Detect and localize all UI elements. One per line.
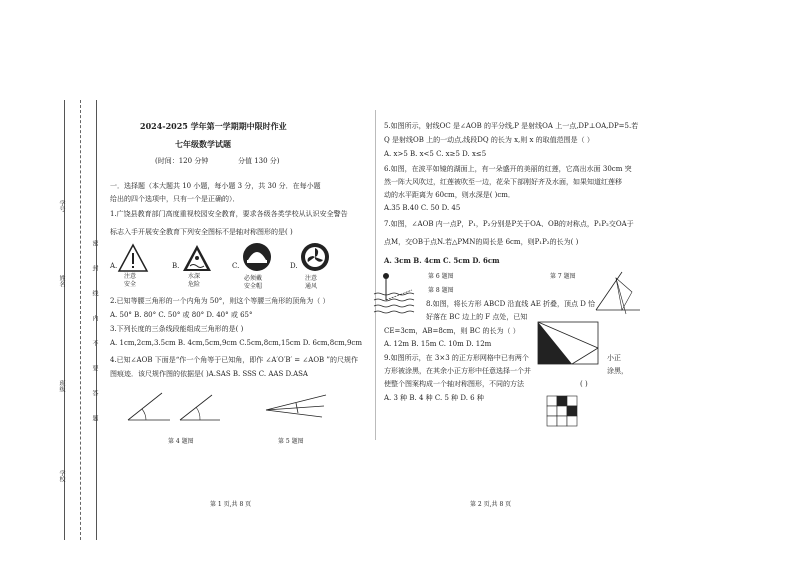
figure-7-reflection: [592, 270, 642, 320]
q6-line3: 动的水平距离为 60cm，则水深是( )cm．: [384, 191, 515, 199]
q7-line2: 点M，交OB于点N.若△PMN的周长是 6cm，则P₁P₂的长为( ): [384, 238, 579, 246]
q1-option-text1: 水深: [188, 273, 201, 280]
school-label: 学校: [58, 470, 65, 482]
q1-option-text2: 安全帽: [244, 283, 263, 290]
class-label: 班级: [58, 380, 65, 392]
q4-line2: 图痕迹．该尺规作图的依据是( )A.SAS B. SSS C. AAS D.ASA: [110, 370, 308, 378]
section1-heading-line2: 给出的四个选项中，只有一个是正确的）．: [110, 195, 240, 203]
fig5-caption: 第 5 题图: [278, 438, 304, 445]
q9-line1b: 小正: [607, 354, 621, 362]
q4-line1: 4.已知∠AOB 下面是“作一个角等于已知角，即作 ∠A′O′B′ = ∠AOB ”的尺规作: [110, 356, 359, 364]
footer-left: 第 1 页,共 8 页: [210, 501, 252, 508]
seal-dashed-line: [80, 100, 81, 540]
q3-options: A. 1cm,2cm,3.5cm B. 4cm,5cm,9cm C.5cm,8cm,15cm D. 6cm,8cm,9cm: [110, 339, 362, 347]
seal-char: 内: [91, 315, 98, 321]
q9-options: A. 3 种 B. 4 种 C. 5 种 D. 6 种: [384, 394, 484, 402]
q5-options: A. x>5 B. x<5 C. x≥5 D. x≤5: [384, 150, 487, 158]
q9-line2b: 涂黑，: [607, 367, 628, 375]
q2-options: A. 50° B. 80° C. 50° 或 80° D. 40° 或 65°: [110, 311, 253, 319]
fig4-caption: 第 4 题图: [168, 438, 194, 445]
q6-line1: 6.如图，在波平如镜的湖面上，有一朵盛开的美丽的红莲，它高出水面 30cm 突: [384, 165, 632, 173]
q1-option-letter: D.: [290, 262, 298, 270]
fig7-caption: 第 7 题图: [550, 273, 576, 280]
figure-4-angle-construction: [120, 385, 240, 425]
exam-time: (时间：120 分钟: [155, 157, 209, 165]
seal-char: 不: [91, 340, 98, 346]
q9-line3: 使整个图案构成一个轴对称图形，不同的方法: [384, 380, 524, 388]
exam-score: 分值 130 分): [238, 157, 280, 165]
q8-options: A. 12m B. 15m C. 10m D. 12m: [384, 340, 492, 348]
q8-line2: 好落在 BC 边上的 F 点处，已知: [426, 313, 528, 321]
name-label: 姓名: [58, 275, 65, 287]
warning-triangle-icon: [118, 244, 148, 272]
fig6-caption: 第 6 题图: [428, 273, 454, 280]
q3-line1: 3.下列长度的三条线段能组成三角形的是( ): [110, 325, 244, 333]
q1-line1: 1.广饶县教育部门高度重视校园安全教育，要求各级各类学校从认识安全警告: [110, 210, 348, 218]
seal-char: 题: [91, 415, 98, 421]
q1-option-text2: 危险: [188, 281, 201, 288]
seal-char: 线: [91, 290, 98, 296]
deep-water-triangle-icon: [182, 244, 212, 272]
fig8-caption: 第 8 题图: [428, 287, 454, 294]
q1-option-text1: 注意: [305, 275, 318, 282]
q1-line2: 标志入手开展安全教育下列安全图标不是轴对称图形的是( ): [110, 228, 293, 236]
q2-line1: 2.已知等腰三角形的一个内角为 50°，则这个等腰三角形的顶角为（ ）: [110, 297, 330, 305]
ventilation-fan-icon: [300, 242, 330, 272]
seal-char: 要: [91, 365, 98, 371]
q6-options: A.35 B.40 C. 50 D. 45: [384, 204, 461, 212]
seal-char: 封: [91, 265, 98, 271]
exam-subtitle: 七年级数学试题: [175, 139, 231, 149]
q1-option-text2: 通风: [305, 283, 318, 290]
figure-6-lotus-lake: [372, 270, 424, 318]
q9-line2: 方形被涂黑，在其余小正方形中任意选择一个并: [384, 367, 531, 375]
seal-char: 密: [91, 240, 98, 246]
q7-options: A. 3cm B. 4cm C. 5cm D. 6cm: [384, 256, 500, 265]
figure-9-grid: [546, 395, 580, 429]
student-no-label: 学号: [58, 200, 65, 212]
figure-8-folded-rectangle: [534, 318, 604, 368]
exam-title: 2024-2025 学年第一学期期中限时作业: [140, 121, 287, 131]
figure-5-angle-bisector: [260, 385, 330, 425]
q8-line1: 8.如图，将长方形 ABCD 沿直线 AE 折叠，顶点 D 恰: [426, 300, 596, 308]
q6-line2: 然一阵大风吹过，红莲被吹至一边，花朵下部刚好齐及水面，如果知道红莲移: [384, 178, 622, 186]
q9-line1: 9.如图所示，在 3×3 的正方形网格中已有两个: [384, 354, 529, 362]
q1-option-text2: 安全: [124, 281, 137, 288]
q9-answer-blank: ( ): [580, 380, 588, 388]
q1-option-text1: 必须戴: [244, 275, 263, 282]
q5-line2: Q 是射线OB 上的一动点,线段DQ 的长为 x,则 x 的取值范围是（ ）: [384, 136, 594, 144]
q5-line1: 5.如图所示，射线OC 是∠AOB 的平分线,P 是射线OA 上一点,DP⊥OA,DP=5.若: [384, 122, 639, 130]
q1-option-letter: C.: [232, 262, 240, 270]
seal-char: 答: [91, 390, 98, 396]
q1-option-text1: 注意: [124, 273, 137, 280]
footer-right: 第 2 页,共 8 页: [470, 501, 512, 508]
safety-helmet-icon: [242, 242, 272, 272]
q7-line1: 7.如图，∠AOB 内一点P，P₁，P₂分别是P关于OA、OB的对称点，P₁P₂交OA于: [384, 220, 634, 228]
q1-option-letter: B.: [172, 262, 180, 270]
q1-option-letter: A.: [110, 262, 118, 270]
section1-heading-line1: 一．选择题（本大题共 10 小题，每小题 3 分，共 30 分．在每小题: [110, 182, 321, 190]
q8-line3: CE=3cm，AB=8cm，则 BC 的长为（ ）: [384, 327, 520, 335]
